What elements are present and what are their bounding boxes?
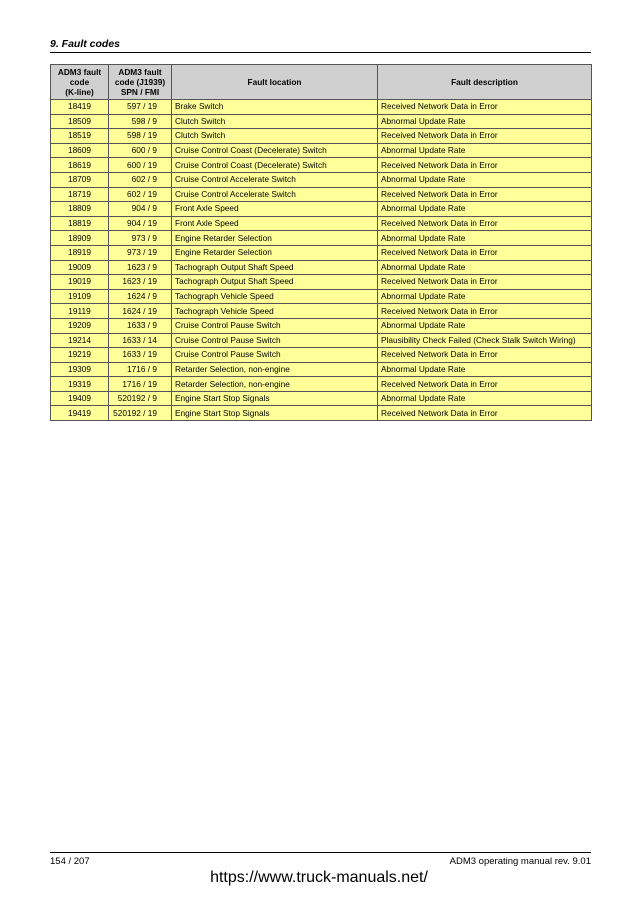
fault-code-j1939: 1624 / 19: [109, 304, 172, 319]
fault-location: Retarder Selection, non-engine: [172, 362, 378, 377]
fault-description: Received Network Data in Error: [378, 406, 592, 421]
column-header-line: ADM3 fault: [57, 67, 102, 77]
fault-description: Received Network Data in Error: [378, 377, 592, 392]
fault-code-j1939: 1633 / 19: [109, 348, 172, 363]
fault-location: Front Axle Speed: [172, 202, 378, 217]
table-row: [51, 100, 592, 115]
fault-code-j1939: 602 / 19: [109, 187, 172, 202]
fault-location: Cruise Control Coast (Decelerate) Switch: [172, 158, 378, 173]
fault-location: Clutch Switch: [172, 129, 378, 144]
table-row: [51, 318, 592, 333]
fault-code-kline: 18609: [51, 143, 109, 158]
fault-code-j1939: 597 / 19: [109, 100, 172, 115]
page-number: 154 / 207: [50, 856, 90, 867]
column-header-fault-location: Fault location: [172, 65, 378, 100]
fault-description: Abnormal Update Rate: [378, 172, 592, 187]
fault-description: Abnormal Update Rate: [378, 231, 592, 246]
table-body: [51, 100, 592, 421]
table-header-row: [51, 65, 592, 100]
table-row: [51, 172, 592, 187]
table-row: [51, 158, 592, 173]
fault-description: Abnormal Update Rate: [378, 362, 592, 377]
fault-code-kline: 19119: [51, 304, 109, 319]
fault-code-kline: 18709: [51, 172, 109, 187]
fault-code-j1939: 600 / 19: [109, 158, 172, 173]
table-row: [51, 216, 592, 231]
column-header-line: SPN / FMI: [120, 87, 160, 97]
fault-description: Received Network Data in Error: [378, 348, 592, 363]
table-row: [51, 260, 592, 275]
fault-code-kline: 19109: [51, 289, 109, 304]
fault-location: Cruise Control Coast (Decelerate) Switch: [172, 143, 378, 158]
column-header-j1939: [109, 65, 172, 100]
fault-description: Received Network Data in Error: [378, 216, 592, 231]
fault-description: Received Network Data in Error: [378, 129, 592, 144]
fault-location: Tachograph Vehicle Speed: [172, 304, 378, 319]
fault-code-j1939: 1633 / 14: [109, 333, 172, 348]
fault-location: Cruise Control Pause Switch: [172, 333, 378, 348]
fault-location: Cruise Control Accelerate Switch: [172, 172, 378, 187]
table-row: [51, 348, 592, 363]
table-row: [51, 143, 592, 158]
fault-description: Received Network Data in Error: [378, 245, 592, 260]
fault-description: Abnormal Update Rate: [378, 202, 592, 217]
fault-code-kline: 19309: [51, 362, 109, 377]
fault-description: Received Network Data in Error: [378, 158, 592, 173]
section-title: 9. Fault codes: [50, 38, 121, 50]
table-row: [51, 275, 592, 290]
fault-code-kline: 18809: [51, 202, 109, 217]
table-row: [51, 245, 592, 260]
fault-location: Engine Retarder Selection: [172, 231, 378, 246]
fault-location: Engine Start Stop Signals: [172, 406, 378, 421]
fault-code-kline: 19214: [51, 333, 109, 348]
fault-location: Brake Switch: [172, 100, 378, 115]
table-row: [51, 289, 592, 304]
fault-location: Tachograph Output Shaft Speed: [172, 275, 378, 290]
table-row: [51, 333, 592, 348]
table-row: [51, 406, 592, 421]
table-row: [51, 391, 592, 406]
column-header-line: code (J1939): [114, 77, 166, 87]
fault-code-j1939: 600 / 9: [109, 143, 172, 158]
fault-location: Cruise Control Accelerate Switch: [172, 187, 378, 202]
fault-code-kline: 18919: [51, 245, 109, 260]
fault-code-j1939: 520192 / 19: [109, 406, 172, 421]
fault-description: Plausibility Check Failed (Check Stalk Switch Wiring): [378, 333, 592, 348]
fault-location: Front Axle Speed: [172, 216, 378, 231]
column-header-kline: [51, 65, 109, 100]
table-row: [51, 377, 592, 392]
fault-code-kline: 19219: [51, 348, 109, 363]
fault-description: Received Network Data in Error: [378, 304, 592, 319]
fault-code-kline: 19019: [51, 275, 109, 290]
fault-location: Clutch Switch: [172, 114, 378, 129]
table-row: [51, 304, 592, 319]
fault-code-kline: 18819: [51, 216, 109, 231]
column-header-fault-description: Fault description: [378, 65, 592, 100]
table-row: [51, 114, 592, 129]
fault-location: Cruise Control Pause Switch: [172, 318, 378, 333]
fault-code-kline: 19009: [51, 260, 109, 275]
fault-codes-table: [50, 64, 592, 421]
fault-code-kline: 18509: [51, 114, 109, 129]
fault-code-kline: 19409: [51, 391, 109, 406]
fault-location: Tachograph Output Shaft Speed: [172, 260, 378, 275]
fault-code-j1939: 904 / 19: [109, 216, 172, 231]
fault-description: Abnormal Update Rate: [378, 289, 592, 304]
fault-code-j1939: 1633 / 9: [109, 318, 172, 333]
fault-description: Abnormal Update Rate: [378, 260, 592, 275]
fault-code-j1939: 602 / 9: [109, 172, 172, 187]
fault-code-j1939: 973 / 9: [109, 231, 172, 246]
fault-code-kline: 18419: [51, 100, 109, 115]
fault-code-kline: 18719: [51, 187, 109, 202]
fault-code-j1939: 520192 / 9: [109, 391, 172, 406]
table-row: [51, 129, 592, 144]
table-row: [51, 362, 592, 377]
fault-description: Received Network Data in Error: [378, 187, 592, 202]
fault-code-kline: 19419: [51, 406, 109, 421]
header-divider: [50, 52, 591, 53]
table-row: [51, 202, 592, 217]
fault-description: Received Network Data in Error: [378, 275, 592, 290]
footer-divider: [50, 852, 591, 853]
fault-code-kline: 18909: [51, 231, 109, 246]
fault-description: Abnormal Update Rate: [378, 143, 592, 158]
column-header-line: (K-line): [65, 87, 94, 97]
fault-code-j1939: 973 / 19: [109, 245, 172, 260]
fault-location: Retarder Selection, non-engine: [172, 377, 378, 392]
fault-code-j1939: 1716 / 9: [109, 362, 172, 377]
fault-code-kline: 19209: [51, 318, 109, 333]
fault-location: Tachograph Vehicle Speed: [172, 289, 378, 304]
column-header-line: code: [69, 77, 90, 87]
fault-code-j1939: 1623 / 9: [109, 260, 172, 275]
manual-revision: ADM3 operating manual rev. 9.01: [449, 856, 591, 867]
fault-code-j1939: 598 / 19: [109, 129, 172, 144]
fault-code-j1939: 1623 / 19: [109, 275, 172, 290]
table-row: [51, 231, 592, 246]
fault-description: Abnormal Update Rate: [378, 391, 592, 406]
website-link[interactable]: https://www.truck-manuals.net/: [210, 869, 428, 886]
fault-description: Received Network Data in Error: [378, 100, 592, 115]
fault-description: Abnormal Update Rate: [378, 318, 592, 333]
fault-code-j1939: 1624 / 9: [109, 289, 172, 304]
fault-code-j1939: 598 / 9: [109, 114, 172, 129]
fault-code-j1939: 1716 / 19: [109, 377, 172, 392]
fault-location: Cruise Control Pause Switch: [172, 348, 378, 363]
table-row: [51, 187, 592, 202]
fault-location: Engine Start Stop Signals: [172, 391, 378, 406]
fault-code-kline: 19319: [51, 377, 109, 392]
fault-location: Engine Retarder Selection: [172, 245, 378, 260]
column-header-line: ADM3 fault: [118, 67, 162, 77]
fault-code-kline: 18619: [51, 158, 109, 173]
fault-code-kline: 18519: [51, 129, 109, 144]
fault-code-j1939: 904 / 9: [109, 202, 172, 217]
fault-description: Abnormal Update Rate: [378, 114, 592, 129]
